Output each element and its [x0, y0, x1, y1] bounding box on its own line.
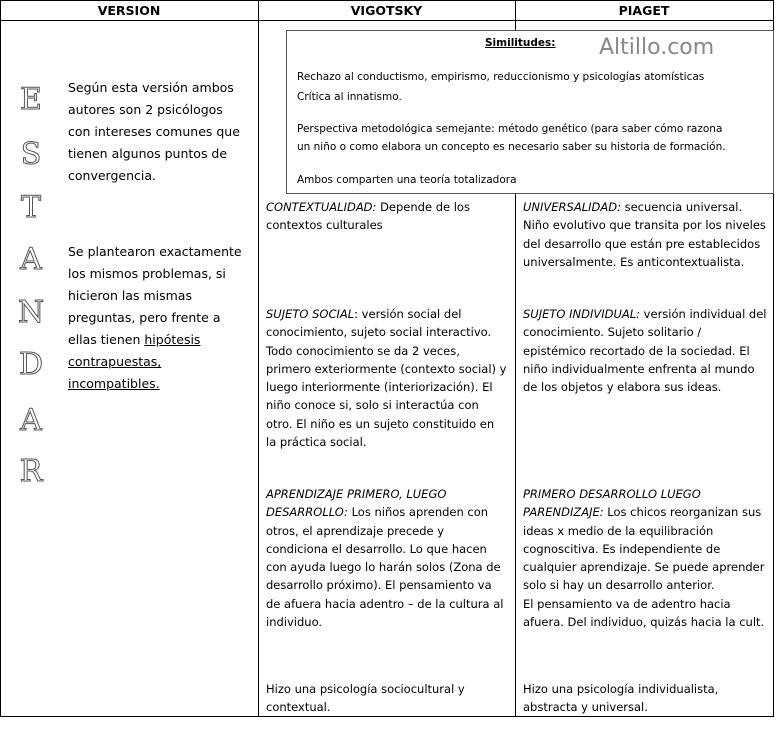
header-piaget: PIAGET	[618, 3, 670, 18]
vertical-letter-5: N	[17, 295, 45, 330]
vigotsky-aprendizaje	[266, 485, 508, 631]
vigotsky-aprendizaje-text: Los niños aprenden con otros, el aprendizaje precede y condiciona el desarrollo. Lo que hacen con ayuda luego lo harán solos (Zona de desarrollo próximo). El pensamiento va de afuera hacia adentro – de la cultura al individuo.	[266, 505, 504, 630]
table-top-border	[0, 0, 774, 1]
similitud-line-2: Crítica al innatismo.	[297, 91, 402, 103]
similitud-line-5: Ambos comparten una teoría totalizadora	[297, 174, 517, 186]
piaget-desarrollo-text: Los chicos reorganizan sus ideas x medio de la equilibración cognoscitiva. Es independiente de cualquier aprendizaje. Se puede aprender solo si hay un desarrollo anterior.	[523, 505, 765, 593]
vigotsky-conclusion: Hizo una psicología sociocultural y contextual.	[266, 682, 465, 715]
vigotsky-sujeto-social	[266, 305, 508, 451]
vertical-letter-1: E	[20, 82, 42, 117]
piaget-sujeto-individual-text: versión individual del conocimiento. Sujeto solitario / epistémico recortado de la sociedad. El niño individualmente enfrenta al mundo de los objetos y elabora sus ideas.	[523, 307, 767, 395]
similitud-line-4: un niño o como elabora un concepto es necesario saber su historia de formación.	[297, 141, 726, 153]
piaget-conclusion: Hizo una psicología individualista, abstracta y universal.	[523, 682, 719, 715]
header-version: VERSION	[97, 3, 161, 18]
vigotsky-contextualidad-title: CONTEXTUALIDAD:	[266, 200, 377, 214]
piaget-universalidad-text: secuencia universal. Niño evolutivo que transita por los niveles del desarrollo que están pre establecidos universalmente. Es anticontextualista.	[523, 200, 766, 269]
piaget-universalidad	[523, 198, 767, 271]
similitudes-box	[286, 30, 774, 194]
vigotsky-sujeto-social-text: : versión social del conocimiento, sujeto social interactivo. Todo conocimiento se da 2 veces, primero exteriormente (contexto social) y luego interiormente (interiorización). El niño conoce si, solo si interactúa con otro. El niño es un sujeto constituido en la práctica social.	[266, 307, 507, 450]
vertical-letter-3: T	[20, 190, 41, 225]
piaget-desarrollo-text-2: El pensamiento va de adentro hacia afuera. Del individuo, quizás hacia la cult.	[523, 596, 765, 630]
piaget-desarrollo	[523, 485, 767, 631]
version-paragraph-2-underlined: hipótesis contrapuestas, incompatibles.	[68, 332, 201, 391]
version-paragraph-1: Según esta versión ambos autores son 2 psicólogos con intereses comunes que tienen algunos puntos de convergencia.	[68, 80, 240, 183]
col-divider-1	[258, 0, 259, 717]
vigotsky-sujeto-social-title: SUJETO SOCIAL	[266, 307, 355, 321]
vertical-letter-8: R	[19, 454, 43, 489]
similitud-line-3: Perspectiva metodológica semejante: método genético (para saber cómo razona	[297, 123, 723, 135]
header-bottom-border	[0, 20, 774, 21]
version-paragraph-2	[68, 241, 248, 395]
vigotsky-contextualidad	[266, 198, 508, 235]
table-left-border	[0, 0, 1, 717]
header-vigotsky: VIGOTSKY	[350, 3, 423, 18]
vertical-letter-7: A	[20, 403, 42, 438]
vertical-letter-2: S	[20, 137, 42, 172]
similitudes-title: Similitudes:	[485, 37, 556, 49]
piaget-sujeto-individual	[523, 305, 767, 396]
altillo-watermark: Altillo.com	[599, 35, 715, 60]
vertical-letter-6: D	[18, 347, 44, 382]
version-paragraph-2-text: Se plantearon exactamente los mismos problemas, si hicieron las mismas preguntas, pero frente a ellas tienen	[68, 244, 242, 347]
vigotsky-contextualidad-text: Depende de los contextos culturales	[266, 200, 470, 233]
vertical-letter-4: A	[20, 242, 42, 277]
piaget-universalidad-title: UNIVERSALIDAD:	[523, 200, 621, 214]
piaget-sujeto-individual-title: SUJETO INDIVIDUAL:	[523, 307, 641, 321]
similitud-line-1: Rechazo al conductismo, empirismo, reduccionismo y psicologías atomísticas	[297, 71, 705, 83]
piaget-desarrollo-title: PRIMERO DESARROLLO LUEGO PARENDIZAJE:	[523, 487, 701, 520]
vigotsky-aprendizaje-title: APRENDIZAJE PRIMERO, LUEGO DESARROLLO:	[266, 487, 447, 520]
